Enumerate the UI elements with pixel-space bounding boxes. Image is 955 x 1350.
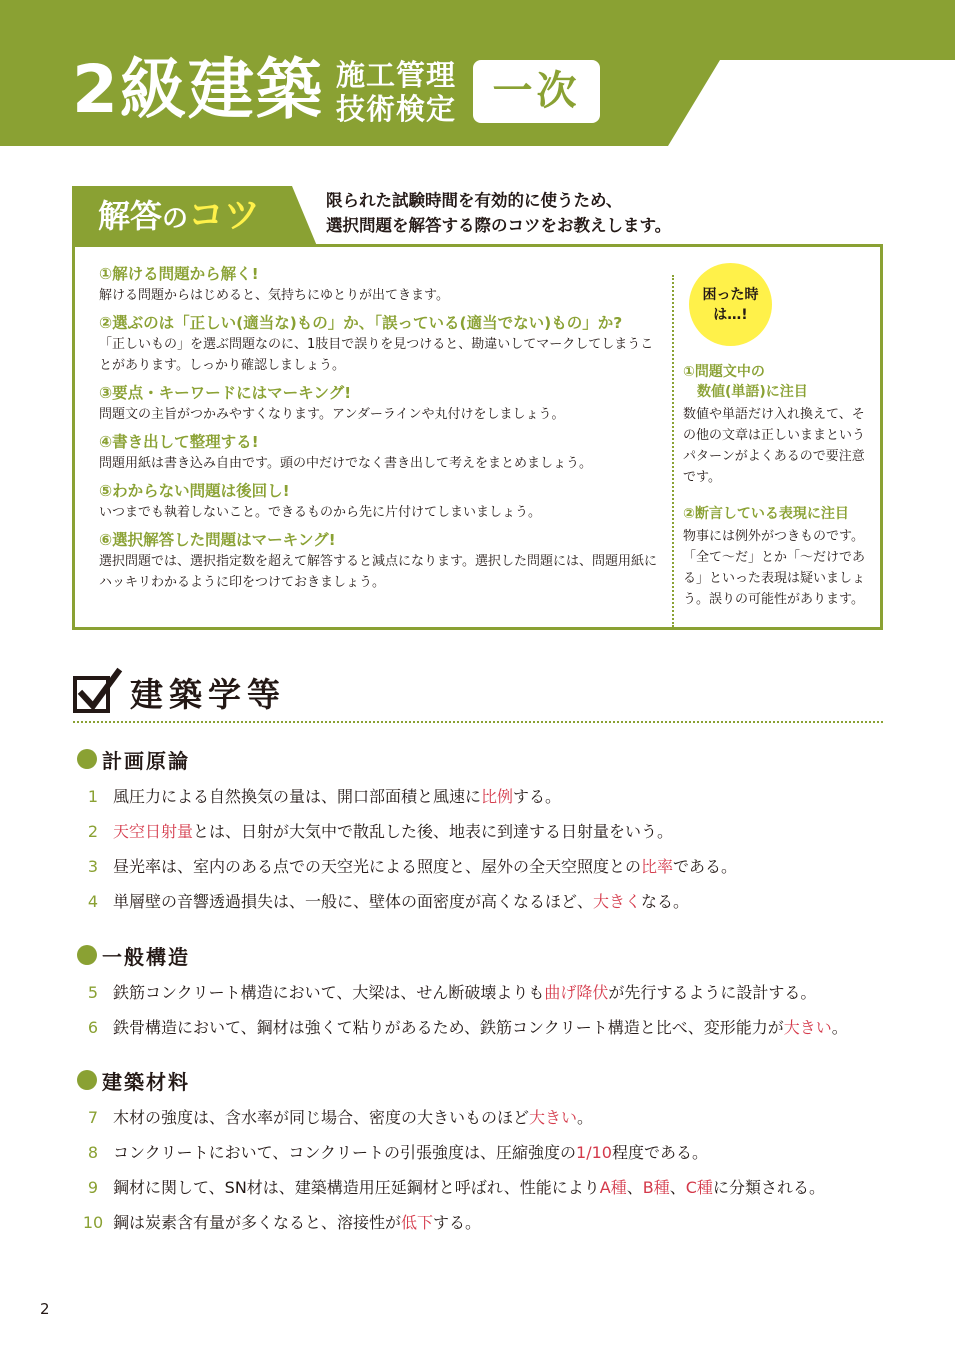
tips-side-panel [683, 263, 875, 610]
subsection-general-structure [77, 940, 848, 1040]
question-text [109, 1211, 481, 1235]
question-text-pre: 鉄筋コンクリート構造において、大梁は、せん断破壊よりも [113, 983, 545, 1002]
checkmark-icon [74, 664, 124, 714]
question-text-post: である。 [673, 857, 738, 876]
question-separator: 、 [626, 1178, 643, 1197]
question-number: 6 [87, 1018, 99, 1037]
question-number: 10 [82, 1213, 104, 1232]
hint2-body: 物事には例外がつきものです。「全て〜だ」とか「〜だけである」といった表現は疑いましょう。誤りの可能性があります。 [683, 529, 866, 607]
question-text-post: 程度である。 [611, 1143, 708, 1162]
tips-tab-prefix: 解答 [98, 197, 163, 235]
question-number: 8 [87, 1143, 99, 1162]
question-keyword: 天空日射量 [113, 822, 194, 841]
subsection-heading [77, 744, 737, 774]
tips-tab-kotsu: コツ [188, 195, 261, 236]
question-keyword: 比率 [641, 857, 674, 876]
question-keyword: B種 [642, 1178, 670, 1197]
question-item [77, 820, 737, 844]
question-text-pre: 単層壁の音響透過損失は、一般に、壁体の面密度が高くなるほど、 [113, 892, 594, 911]
question-keyword: 大きい [783, 1018, 832, 1037]
question-keyword: 比例 [481, 787, 514, 806]
question-text [109, 1106, 593, 1130]
question-number: 5 [87, 983, 99, 1002]
question-text [109, 1176, 825, 1200]
exam-title: 2級建築 [72, 51, 324, 128]
tips-tab-no: の [162, 204, 189, 234]
section-divider [73, 721, 883, 723]
question-number: 4 [87, 892, 99, 911]
tips-list [99, 263, 659, 599]
exam-subtitle-line1: 施工管理 [336, 58, 457, 92]
tip-body: 問題文の主旨がつかみやすくなります。アンダーラインや丸付けをしましょう。 [99, 407, 565, 422]
question-text [109, 890, 689, 914]
question-item [77, 1016, 848, 1040]
tips-tab-label [98, 194, 260, 241]
tip-title: ②選ぶのは「正しい(適当な)もの」か、「誤っている(適当でない)もの」か? [99, 314, 623, 332]
tip-item [99, 263, 659, 306]
question-text [109, 855, 737, 879]
tip-body: 「正しいもの」を選ぶ問題なのに、1肢目で誤りを見つけると、勘違いしてマークしてしまうことがあります。しっかり確認しましょう。 [99, 337, 654, 373]
bubble-line2: は…! [713, 307, 748, 323]
subsection-materials [77, 1065, 825, 1235]
question-item [77, 1176, 825, 1200]
question-item [77, 1141, 825, 1165]
question-text-post: に分類される。 [712, 1178, 825, 1197]
question-text-pre: 鋼は炭素含有量が多くなると、溶接性が [113, 1213, 402, 1232]
subsection-heading [77, 940, 848, 970]
tip-body: いつまでも執着しないこと。できるものから先に片付けてしまいましょう。 [99, 505, 542, 520]
tip-item [99, 312, 659, 376]
question-number: 2 [87, 822, 99, 841]
tip-title: ③要点・キーワードにはマーキング! [99, 384, 352, 402]
hint2-title: ②断言している表現に注目 [683, 506, 849, 522]
question-item [77, 981, 848, 1005]
tip-item [99, 431, 659, 474]
question-text-post: する。 [513, 787, 562, 806]
subsection-planning [77, 744, 737, 914]
section-title: 建築学等 [130, 675, 286, 714]
question-text [109, 820, 673, 844]
hint1-title-b: 数値(単語)に注目 [697, 384, 808, 400]
question-keyword: A種 [599, 1178, 627, 1197]
tip-title: ⑤わからない問題は後回し! [99, 482, 290, 500]
question-text-post: なる。 [641, 892, 690, 911]
question-keyword: 1/10 [576, 1143, 612, 1162]
subsection-heading [77, 1065, 825, 1095]
question-text [109, 981, 816, 1005]
hint1-title [683, 362, 875, 402]
question-number: 1 [87, 787, 99, 806]
header-band [0, 0, 955, 146]
question-text-post: 。 [577, 1108, 594, 1127]
hint1-body: 数値や単語だけ入れ換えて、その他の文章は正しいままというパターンがよくあるので要注意です。 [683, 407, 866, 485]
exam-subtitle [336, 58, 456, 126]
question-text-post: 。 [831, 1018, 848, 1037]
question-number: 7 [87, 1108, 99, 1127]
question-text-pre: 風圧力による自然換気の量は、開口部面積と風速に [113, 787, 482, 806]
question-text-post: する。 [433, 1213, 482, 1232]
hint1-title-a: ①問題文中の [683, 364, 765, 380]
question-keyword: 低下 [401, 1213, 434, 1232]
question-text [109, 1016, 848, 1040]
question-text [109, 1141, 708, 1165]
tips-box [72, 244, 883, 630]
bullet-dot-icon [77, 749, 97, 769]
page-number: 2 [40, 1300, 50, 1318]
trouble-bubble [689, 263, 772, 346]
question-text-post: が先行するように設計する。 [608, 983, 817, 1002]
tip-body: 問題用紙は書き込み自由です。頭の中だけでなく書き出して考えをまとめましょう。 [99, 456, 592, 471]
subsection-title: 建築材料 [102, 1069, 190, 1094]
tip-item [99, 480, 659, 523]
question-text-pre: 鉄骨構造において、鋼材は強くて粘りがあるため、鉄筋コンクリート構造と比べ、変形能力が [113, 1018, 784, 1037]
question-keyword: C種 [685, 1178, 713, 1197]
subsection-title: 計画原論 [102, 748, 190, 773]
tip-title: ⑥選択解答した問題はマーキング! [99, 531, 336, 549]
tips-tab [72, 186, 317, 246]
question-number: 3 [87, 857, 99, 876]
tip-item [99, 529, 659, 593]
tip-title: ①解ける問題から解く! [99, 265, 259, 283]
question-item [77, 1106, 825, 1130]
question-separator: 、 [669, 1178, 686, 1197]
tips-intro [326, 188, 671, 238]
exam-subtitle-line2: 技術検定 [336, 92, 457, 126]
bullet-dot-icon [77, 945, 97, 965]
exam-stage-badge: 一次 [473, 60, 600, 123]
tips-intro-line2: 選択問題を解答する際のコツをお教えします。 [326, 216, 672, 235]
question-text-post: とは、日射が大気中で散乱した後、地表に到達する日射量をいう。 [193, 822, 674, 841]
question-item [77, 785, 737, 809]
bubble-line1: 困った時 [702, 287, 759, 303]
question-text-pre: 昼光率は、室内のある点での天空光による照度と、屋外の全天空照度との [113, 857, 642, 876]
bullet-dot-icon [77, 1070, 97, 1090]
question-text [109, 785, 561, 809]
question-text-pre: 鋼材に関して、SN材は、建築構造用圧延鋼材と呼ばれ、性能により [113, 1178, 600, 1197]
tip-item [99, 382, 659, 425]
tip-title: ④書き出して整理する! [99, 433, 259, 451]
tips-divider [672, 275, 674, 627]
question-text-pre: コンクリートにおいて、コンクリートの引張強度は、圧縮強度の [113, 1143, 577, 1162]
question-keyword: 曲げ降伏 [544, 983, 609, 1002]
question-text-pre: 木材の強度は、含水率が同じ場合、密度の大きいものほど [113, 1108, 530, 1127]
tip-body: 解ける問題からはじめると、気持ちにゆとりが出てきます。 [99, 288, 449, 303]
question-keyword: 大きく [593, 892, 642, 911]
question-item [77, 890, 737, 914]
question-item [77, 855, 737, 879]
subsection-title: 一般構造 [102, 944, 190, 969]
tips-intro-line1: 限られた試験時間を有効的に使うため、 [326, 191, 623, 210]
tip-body: 選択問題では、選択指定数を超えて解答すると減点になります。選択した問題には、問題用紙にハッキリわかるように印をつけておきましょう。 [99, 554, 657, 590]
question-keyword: 大きい [529, 1108, 578, 1127]
question-number: 9 [87, 1178, 99, 1197]
question-item [77, 1211, 825, 1235]
